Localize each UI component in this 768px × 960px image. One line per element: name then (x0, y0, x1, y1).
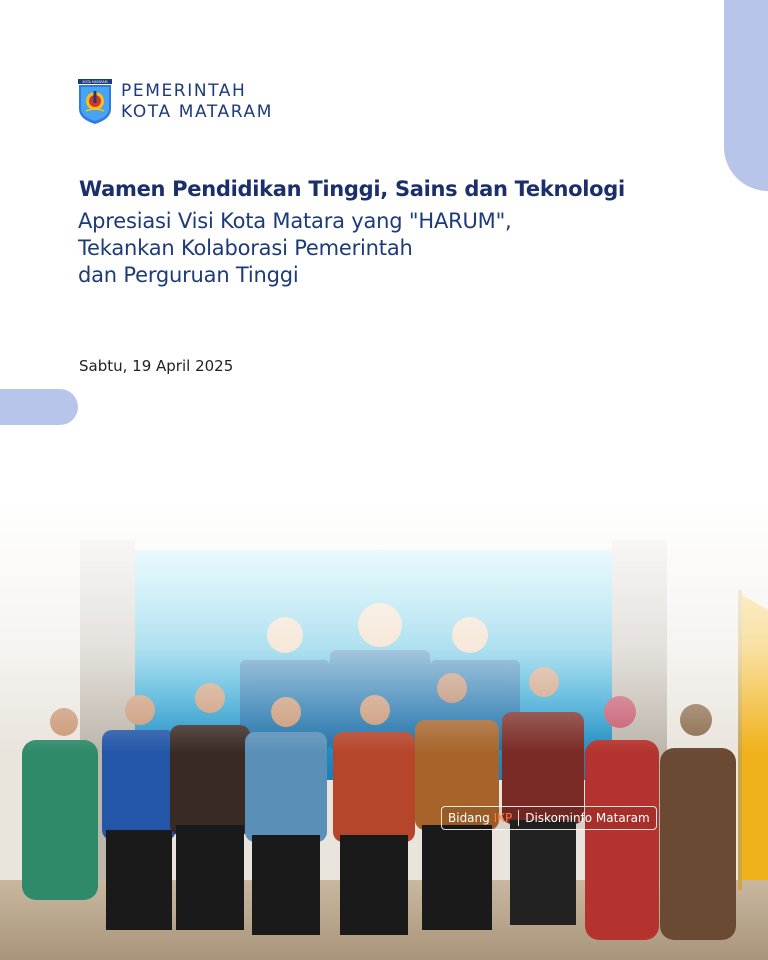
photo-credit-watermark (441, 806, 657, 830)
headline-subtitle (78, 208, 512, 289)
brand-logo (78, 79, 273, 125)
headline-subtitle-line: dan Perguruan Tinggi (78, 263, 299, 287)
brand-line-2: KOTA MATARAM (121, 102, 273, 122)
headline-subtitle-line: Tekankan Kolaborasi Pemerintah (78, 236, 413, 260)
publish-date: Sabtu, 19 April 2025 (79, 357, 234, 375)
watermark-left (442, 811, 518, 825)
event-group-photo (0, 500, 768, 960)
headline-title: Wamen Pendidikan Tinggi, Sains dan Teknologi (79, 177, 625, 201)
brand-line-1: PEMERINTAH (121, 81, 247, 101)
headline-subtitle-line: Apresiasi Visi Kota Matara yang "HARUM", (78, 209, 512, 233)
decorative-corner-shape (724, 0, 768, 191)
watermark-accent: IKP (493, 811, 513, 825)
decorative-pill-shape (0, 389, 78, 425)
watermark-right: Diskominfo Mataram (525, 811, 650, 825)
emblem-label: KOTA MATARAM (82, 80, 108, 84)
city-emblem-icon (78, 79, 112, 125)
watermark-prefix: Bidang (448, 811, 494, 825)
